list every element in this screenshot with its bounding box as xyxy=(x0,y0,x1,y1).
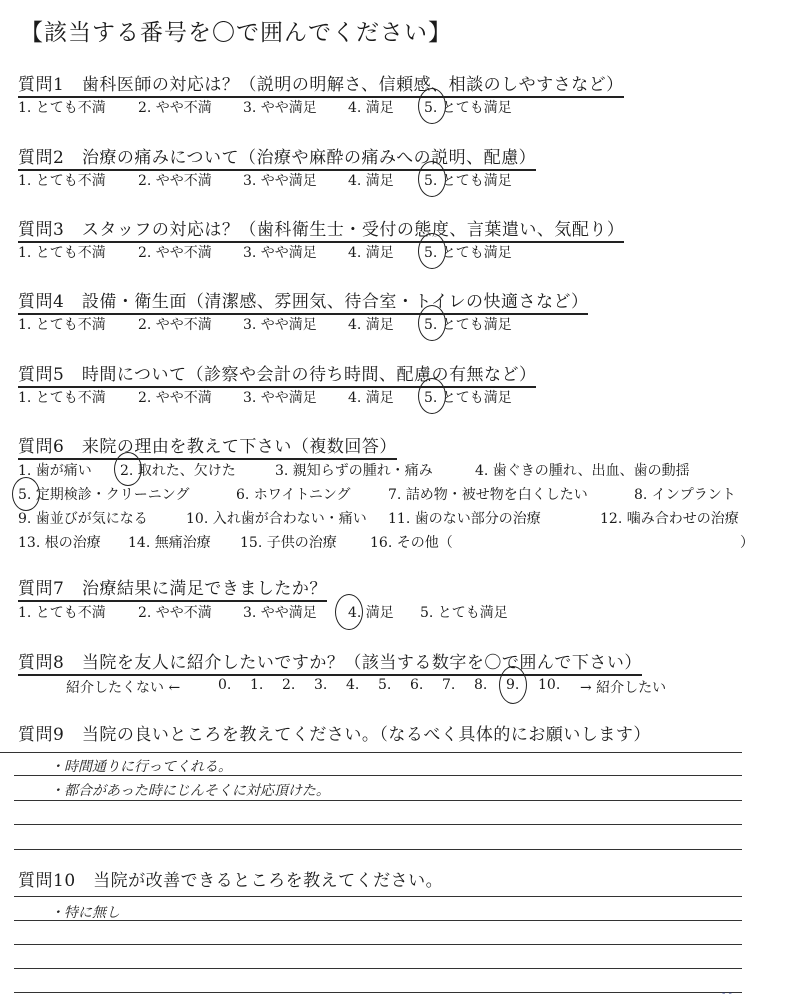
q6-option-r1-1[interactable]: 1. 歯が痛い xyxy=(18,463,92,479)
q7-option-3[interactable]: 3. やや満足 xyxy=(243,605,317,621)
q6-option-r2-4[interactable]: 8. インプラント xyxy=(634,487,736,503)
q7-option-4[interactable]: 4. 満足 xyxy=(348,605,394,621)
q3-option-5[interactable]: 5. とても満足 xyxy=(424,245,512,261)
q2-option-4[interactable]: 4. 満足 xyxy=(348,173,394,189)
q8-number-0[interactable]: 0. xyxy=(218,677,232,693)
q6-title xyxy=(18,432,397,457)
q2-answer-circle xyxy=(418,161,446,197)
q8-number-1[interactable]: 1. xyxy=(250,677,264,693)
q4-title-text: 質問4 設備・衛生面（清潔感、雰囲気、待合室・トイレの快適さなど） xyxy=(18,292,588,315)
q5-option-4[interactable]: 4. 満足 xyxy=(348,390,394,406)
q9-answer-1: ・時間通りに行ってくれる。 xyxy=(50,759,232,775)
q3-option-2[interactable]: 2. やや不満 xyxy=(138,245,212,261)
q10-line-4 xyxy=(14,968,742,969)
q6-option-r1-3[interactable]: 3. 親知らずの腫れ・痛み xyxy=(275,463,433,479)
q6-option-r4-1[interactable]: 13. 根の治療 xyxy=(18,535,101,551)
q5-option-2[interactable]: 2. やや不満 xyxy=(138,390,212,406)
q8-answer-circle xyxy=(499,666,527,704)
q3-answer-circle xyxy=(418,233,446,269)
q1-answer-circle xyxy=(418,88,446,124)
q2-option-5[interactable]: 5. とても満足 xyxy=(424,173,512,189)
q8-number-6[interactable]: 6. xyxy=(410,677,424,693)
q2-title xyxy=(18,143,536,168)
q2-option-3[interactable]: 3. やや満足 xyxy=(243,173,317,189)
q9-title: 質問9 当院の良いところを教えてください。（なるべく具体的にお願いします） xyxy=(18,725,651,745)
q4-option-2[interactable]: 2. やや不満 xyxy=(138,317,212,333)
q8-number-7[interactable]: 7. xyxy=(442,677,456,693)
q9-line-4 xyxy=(14,824,742,825)
q10-line-1 xyxy=(14,896,742,897)
q4-option-1[interactable]: 1. とても不満 xyxy=(18,317,106,333)
q9-line-1 xyxy=(0,752,742,753)
q1-option-2[interactable]: 2. やや不満 xyxy=(138,100,212,116)
q6-option-r1-4[interactable]: 4. 歯ぐきの腫れ、出血、歯の動揺 xyxy=(475,463,690,479)
q6-option-r4-2[interactable]: 14. 無痛治療 xyxy=(128,535,211,551)
q1-option-1[interactable]: 1. とても不満 xyxy=(18,100,106,116)
q5-option-3[interactable]: 3. やや満足 xyxy=(243,390,317,406)
q3-option-4[interactable]: 4. 満足 xyxy=(348,245,394,261)
q6-option-r2-3[interactable]: 7. 詰め物・被せ物を白くしたい xyxy=(388,487,588,503)
q6-circle-5 xyxy=(12,477,40,511)
q6-option-r4-5[interactable]: ） xyxy=(740,535,754,551)
q8-title xyxy=(18,648,642,673)
q6-option-r4-4[interactable]: 16. その他（ xyxy=(370,535,453,551)
q6-circle-2 xyxy=(114,452,142,486)
q6-option-r3-3[interactable]: 11. 歯のない部分の治療 xyxy=(388,511,541,527)
q6-option-r3-1[interactable]: 9. 歯並びが気になる xyxy=(18,511,148,527)
q10-line-2 xyxy=(14,920,742,921)
q8-number-2[interactable]: 2. xyxy=(282,677,296,693)
q8-number-3[interactable]: 3. xyxy=(314,677,328,693)
q9-line-5 xyxy=(14,849,742,850)
q2-option-2[interactable]: 2. やや不満 xyxy=(138,173,212,189)
q4-option-4[interactable]: 4. 満足 xyxy=(348,317,394,333)
q1-option-4[interactable]: 4. 満足 xyxy=(348,100,394,116)
q8-number-10[interactable]: 10. xyxy=(538,677,561,693)
q1-title-text: 質問1 歯科医師の対応は？（説明の明解さ、信頼感、相談のしやすさなど） xyxy=(18,75,624,98)
q4-answer-circle xyxy=(418,305,446,341)
q6-option-r3-2[interactable]: 10. 入れ歯が合わない・痛い xyxy=(186,511,367,527)
q3-option-3[interactable]: 3. やや満足 xyxy=(243,245,317,261)
q8-title-text: 質問8 当院を友人に紹介したいですか？（該当する数字を〇で囲んで下さい） xyxy=(18,653,642,676)
q1-option-5[interactable]: 5. とても満足 xyxy=(424,100,512,116)
q9-line-3 xyxy=(14,800,742,801)
q10-answer-1: ・特に無し xyxy=(50,905,120,921)
form-header: 【該当する番号を〇で囲んでください】 xyxy=(20,20,452,46)
q1-title xyxy=(18,70,624,95)
q8-number-5[interactable]: 5. xyxy=(378,677,392,693)
q8-left-label: 紹介したくない ← xyxy=(66,680,181,696)
q10-title: 質問10 当院が改善できるところを教えてください。 xyxy=(18,871,444,891)
q1-option-3[interactable]: 3. やや満足 xyxy=(243,100,317,116)
q5-option-5[interactable]: 5. とても満足 xyxy=(424,390,512,406)
q5-answer-circle xyxy=(418,378,446,414)
q6-option-r2-2[interactable]: 6. ホワイトニング xyxy=(236,487,351,503)
q5-title-text: 質問5 時間について（診察や会計の待ち時間、配慮の有無など） xyxy=(18,365,536,388)
q7-title-text: 質問7 治療結果に満足できましたか？ xyxy=(18,579,327,602)
q8-number-9[interactable]: 9. xyxy=(506,677,520,693)
q5-option-1[interactable]: 1. とても不満 xyxy=(18,390,106,406)
q4-option-5[interactable]: 5. とても満足 xyxy=(424,317,512,333)
q9-answer-2: ・都合があった時にじんそくに対応頂けた。 xyxy=(50,783,330,799)
q5-title xyxy=(18,360,536,385)
q8-number-8[interactable]: 8. xyxy=(474,677,488,693)
corner-mark: - - xyxy=(722,988,732,999)
q7-option-2[interactable]: 2. やや不満 xyxy=(138,605,212,621)
q10-line-5 xyxy=(14,992,742,993)
q6-option-r2-1[interactable]: 5. 定期検診・クリーニング xyxy=(18,487,190,503)
q8-right-label: → 紹介したい xyxy=(580,680,667,696)
q4-title xyxy=(18,287,588,312)
q3-title xyxy=(18,215,624,240)
q6-option-r3-4[interactable]: 12. 噛み合わせの治療 xyxy=(600,511,739,527)
q4-option-3[interactable]: 3. やや満足 xyxy=(243,317,317,333)
q3-option-1[interactable]: 1. とても不満 xyxy=(18,245,106,261)
q3-title-text: 質問3 スタッフの対応は？（歯科衛生士・受付の態度、言葉遣い、気配り） xyxy=(18,220,624,243)
q7-title xyxy=(18,574,327,599)
q2-title-text: 質問2 治療の痛みについて（治療や麻酔の痛みへの説明、配慮） xyxy=(18,148,536,171)
q6-option-r4-3[interactable]: 15. 子供の治療 xyxy=(240,535,337,551)
q2-option-1[interactable]: 1. とても不満 xyxy=(18,173,106,189)
q7-option-5[interactable]: 5. とても満足 xyxy=(420,605,508,621)
q10-line-3 xyxy=(14,944,742,945)
q7-answer-circle xyxy=(335,594,363,630)
q6-option-r1-2[interactable]: 2. 取れた、欠けた xyxy=(120,463,236,479)
q6-title-text: 質問6 来院の理由を教えて下さい（複数回答） xyxy=(18,437,397,460)
q7-option-1[interactable]: 1. とても不満 xyxy=(18,605,106,621)
q8-number-4[interactable]: 4. xyxy=(346,677,360,693)
